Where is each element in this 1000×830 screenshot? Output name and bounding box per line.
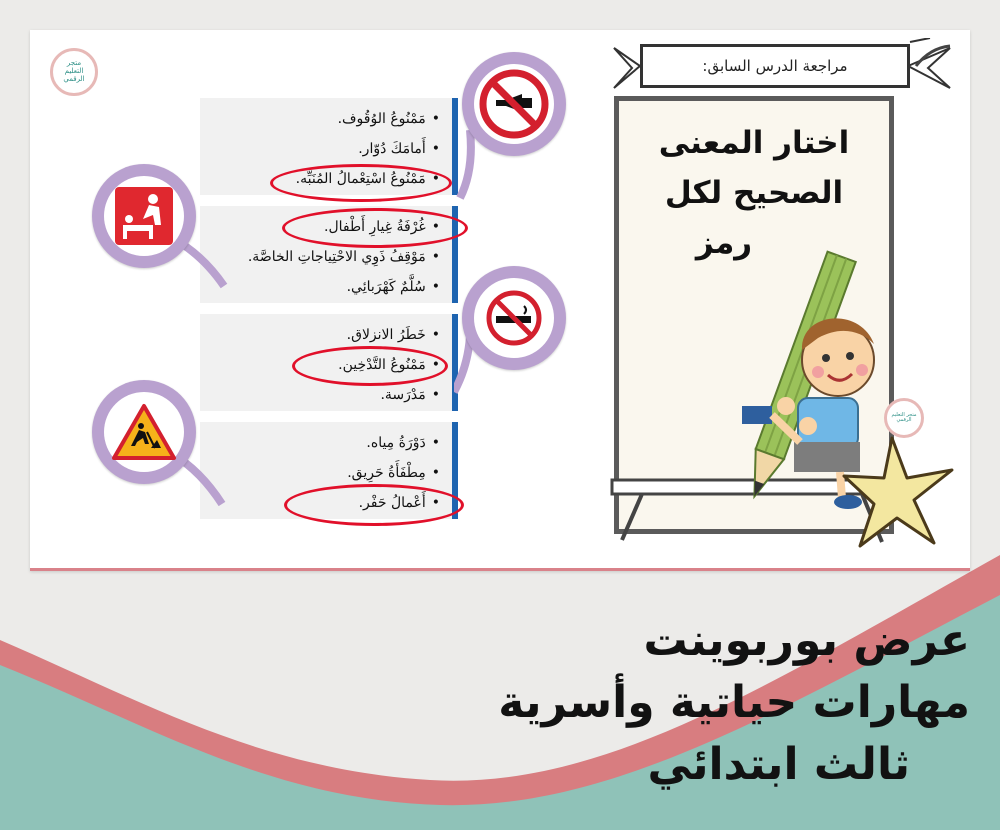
- option-item[interactable]: • دَوْرَةُ مِياه.: [200, 428, 440, 458]
- option-item[interactable]: • مَوْقِفُ ذَوِي الاحْتِياجاتِ الخاصَّة.: [200, 242, 440, 272]
- headline-line-2: مهارات حياتية وأسرية: [498, 677, 970, 728]
- no-horn-sign-icon: [478, 68, 550, 140]
- answer-mark-4: [284, 484, 464, 526]
- logo-text-small: متجر التعليم الرقمي: [891, 411, 917, 423]
- store-logo-small: [884, 398, 924, 438]
- headline-line-1: عرض بوربوينت: [643, 615, 970, 666]
- headline-line-3: ثالث ابتدائي: [647, 739, 910, 790]
- option-item[interactable]: • مِطْفَأَةُ حَرِيق.: [200, 458, 440, 488]
- road-works-sign-icon: [111, 402, 177, 462]
- slide-card: [30, 30, 970, 571]
- option-item[interactable]: • أَمامَكَ دُوّار.: [200, 134, 440, 164]
- headline: [350, 610, 970, 796]
- option-item[interactable]: • غُرْفَةُ غِيارِ أَطْفال.: [200, 212, 440, 242]
- bracket-decoration: [910, 38, 970, 78]
- sign-balloon-3: [462, 266, 566, 370]
- option-item[interactable]: • خَطَرُ الانزلاق.: [200, 320, 440, 350]
- instruction-line-2: الصحيح لكل: [664, 175, 844, 211]
- answer-mark-3: [292, 346, 448, 386]
- option-item[interactable]: • أَعْمالُ حَفْر.: [200, 488, 440, 518]
- answer-mark-1: [270, 164, 452, 202]
- sign-balloon-2: [92, 164, 196, 268]
- option-item[interactable]: • مَمْنُوعُ اسْتِعْمالُ المُنَبِّه.: [200, 164, 440, 194]
- option-item[interactable]: • مَمْنُوعُ التَّدْخِين.: [200, 350, 440, 380]
- option-item[interactable]: • مَدْرَسة.: [200, 380, 440, 410]
- sign-balloon-1: [462, 52, 566, 156]
- instruction-line-3: رمز: [695, 225, 753, 261]
- star-decoration: [842, 428, 970, 558]
- instruction-line-1: اختار المعنى: [658, 125, 850, 161]
- answer-mark-2: [282, 208, 468, 248]
- option-item[interactable]: • مَمْنُوعُ الوُقُوف.: [200, 104, 440, 134]
- sign-balloon-4: [92, 380, 196, 484]
- baby-changing-sign-icon: [113, 185, 175, 247]
- store-logo: [50, 48, 98, 96]
- logo-text: متجر التعليم الرقمي: [63, 59, 85, 83]
- option-item[interactable]: • سُلَّمٌ كَهْرَبائِي.: [200, 272, 440, 302]
- review-label: مراجعة الدرس السابق:: [640, 44, 910, 88]
- no-smoking-sign-icon: [484, 288, 544, 348]
